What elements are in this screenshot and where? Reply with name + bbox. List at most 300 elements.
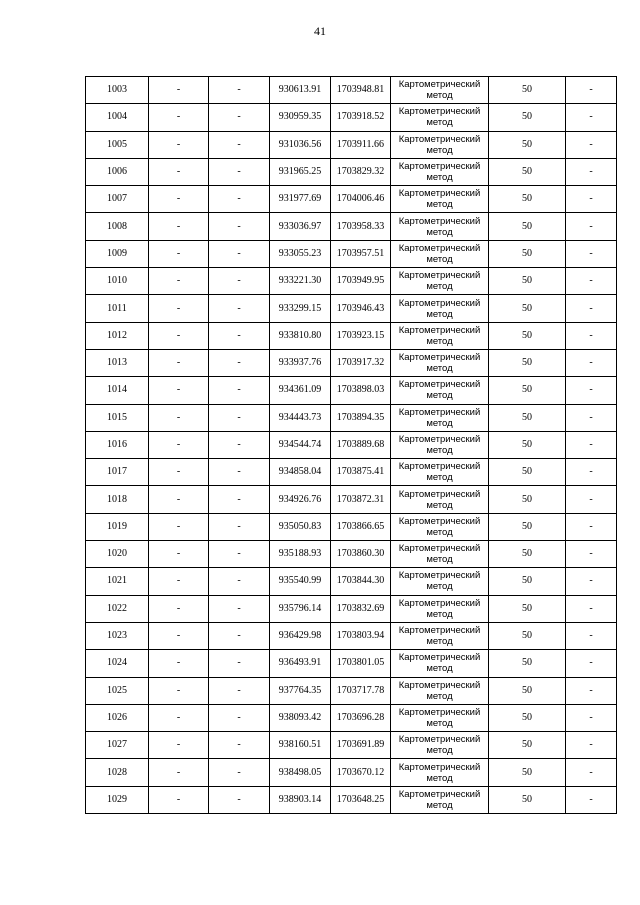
accuracy-cell: 50: [489, 568, 566, 595]
note-cell: -: [566, 404, 617, 431]
note-cell: -: [566, 704, 617, 731]
accuracy-cell: 50: [489, 104, 566, 131]
method-cell: [391, 732, 489, 759]
empty-value-cell: -: [209, 650, 270, 677]
table-row: [86, 704, 617, 731]
point-number-cell: 1018: [86, 486, 149, 513]
note-cell: -: [566, 240, 617, 267]
method-label-line2: метод: [426, 745, 453, 757]
x-coordinate-cell: 931036.56: [270, 131, 331, 158]
accuracy-cell: 50: [489, 459, 566, 486]
method-cell: [391, 677, 489, 704]
method-cell: [391, 650, 489, 677]
table-body: [86, 77, 617, 814]
empty-value-cell: -: [209, 759, 270, 786]
method-label-line1: Картометрический: [398, 734, 481, 746]
empty-value-cell: -: [209, 295, 270, 322]
method-label-line2: метод: [426, 199, 453, 211]
method-label-line1: Картометрический: [398, 515, 481, 527]
method-cell: [391, 131, 489, 158]
accuracy-cell: 50: [489, 322, 566, 349]
note-cell: -: [566, 77, 617, 104]
note-cell: -: [566, 349, 617, 376]
x-coordinate-cell: 933810.80: [270, 322, 331, 349]
empty-value-cell: -: [209, 349, 270, 376]
x-coordinate-cell: 935050.83: [270, 513, 331, 540]
accuracy-cell: 50: [489, 786, 566, 813]
x-coordinate-cell: 934926.76: [270, 486, 331, 513]
accuracy-cell: 50: [489, 268, 566, 295]
method-label-line2: метод: [426, 472, 453, 484]
method-label-line2: метод: [426, 90, 453, 102]
method-label-line2: метод: [426, 690, 453, 702]
method-label-line2: метод: [426, 799, 453, 811]
point-number-cell: 1015: [86, 404, 149, 431]
empty-value-cell: -: [149, 704, 209, 731]
method-label-line1: Картометрический: [398, 679, 481, 691]
empty-value-cell: -: [209, 322, 270, 349]
empty-value-cell: -: [209, 131, 270, 158]
method-label-line2: метод: [426, 636, 453, 648]
method-label-line2: метод: [426, 172, 453, 184]
method-label-line1: Картометрический: [398, 761, 481, 773]
page-number: 41: [314, 24, 326, 38]
empty-value-cell: -: [149, 459, 209, 486]
method-cell: [391, 622, 489, 649]
table-row: [86, 677, 617, 704]
empty-value-cell: -: [149, 186, 209, 213]
point-number-cell: 1020: [86, 541, 149, 568]
note-cell: -: [566, 650, 617, 677]
accuracy-cell: 50: [489, 77, 566, 104]
empty-value-cell: -: [149, 77, 209, 104]
accuracy-cell: 50: [489, 158, 566, 185]
empty-value-cell: -: [149, 322, 209, 349]
point-number-cell: 1019: [86, 513, 149, 540]
y-coordinate-cell: 1703894.35: [331, 404, 391, 431]
empty-value-cell: -: [149, 349, 209, 376]
accuracy-cell: 50: [489, 595, 566, 622]
x-coordinate-cell: 938160.51: [270, 732, 331, 759]
table-row: [86, 349, 617, 376]
empty-value-cell: -: [209, 377, 270, 404]
x-coordinate-cell: 936493.91: [270, 650, 331, 677]
empty-value-cell: -: [209, 568, 270, 595]
point-number-cell: 1024: [86, 650, 149, 677]
empty-value-cell: -: [149, 131, 209, 158]
method-label-line1: Картометрический: [398, 379, 481, 391]
table-row: [86, 486, 617, 513]
empty-value-cell: -: [209, 77, 270, 104]
x-coordinate-cell: 935188.93: [270, 541, 331, 568]
empty-value-cell: -: [209, 158, 270, 185]
empty-value-cell: -: [209, 677, 270, 704]
empty-value-cell: -: [209, 404, 270, 431]
empty-value-cell: -: [149, 786, 209, 813]
accuracy-cell: 50: [489, 377, 566, 404]
table-row: [86, 650, 617, 677]
point-number-cell: 1016: [86, 431, 149, 458]
note-cell: -: [566, 459, 617, 486]
method-cell: [391, 158, 489, 185]
method-label-line2: метод: [426, 663, 453, 675]
accuracy-cell: 50: [489, 513, 566, 540]
note-cell: -: [566, 677, 617, 704]
y-coordinate-cell: 1703860.30: [331, 541, 391, 568]
method-cell: [391, 786, 489, 813]
empty-value-cell: -: [209, 486, 270, 513]
y-coordinate-cell: 1703696.28: [331, 704, 391, 731]
method-label-line1: Картометрический: [398, 434, 481, 445]
y-coordinate-cell: 1703829.32: [331, 158, 391, 185]
empty-value-cell: -: [149, 541, 209, 568]
point-number-cell: 1027: [86, 732, 149, 759]
method-label-line2: метод: [426, 253, 453, 265]
x-coordinate-cell: 934443.73: [270, 404, 331, 431]
method-cell: [391, 595, 489, 622]
method-label-line2: метод: [426, 417, 453, 429]
note-cell: -: [566, 732, 617, 759]
empty-value-cell: -: [149, 486, 209, 513]
method-cell: [391, 377, 489, 404]
method-cell: [391, 268, 489, 295]
note-cell: -: [566, 431, 617, 458]
note-cell: -: [566, 268, 617, 295]
point-number-cell: 1006: [86, 158, 149, 185]
y-coordinate-cell: 1703911.66: [331, 131, 391, 158]
method-cell: [391, 513, 489, 540]
method-cell: [391, 104, 489, 131]
empty-value-cell: -: [149, 595, 209, 622]
method-label-line2: метод: [426, 608, 453, 620]
method-label-line2: метод: [426, 363, 453, 375]
method-label-line1: Картометрический: [398, 270, 481, 282]
method-label-line1: Картометрический: [398, 625, 481, 637]
method-label-line1: Картометрический: [398, 297, 481, 309]
method-cell: [391, 295, 489, 322]
point-number-cell: 1023: [86, 622, 149, 649]
method-label-line2: метод: [426, 581, 453, 593]
method-label-line1: Картометрический: [398, 461, 481, 473]
y-coordinate-cell: 1703923.15: [331, 322, 391, 349]
empty-value-cell: -: [209, 622, 270, 649]
y-coordinate-cell: 1703691.89: [331, 732, 391, 759]
empty-value-cell: -: [149, 568, 209, 595]
x-coordinate-cell: 933299.15: [270, 295, 331, 322]
method-label-line2: метод: [426, 526, 453, 538]
method-label-line1: Картометрический: [398, 79, 481, 91]
y-coordinate-cell: 1703898.03: [331, 377, 391, 404]
y-coordinate-cell: 1703872.31: [331, 486, 391, 513]
x-coordinate-cell: 933221.30: [270, 268, 331, 295]
note-cell: -: [566, 786, 617, 813]
note-cell: -: [566, 595, 617, 622]
method-label-line2: метод: [426, 335, 453, 347]
method-cell: [391, 431, 489, 458]
y-coordinate-cell: 1703957.51: [331, 240, 391, 267]
note-cell: -: [566, 513, 617, 540]
method-label-line1: Картометрический: [398, 188, 481, 200]
empty-value-cell: -: [209, 541, 270, 568]
accuracy-cell: 50: [489, 349, 566, 376]
point-number-cell: 1017: [86, 459, 149, 486]
x-coordinate-cell: 930613.91: [270, 77, 331, 104]
accuracy-cell: 50: [489, 704, 566, 731]
table-row: [86, 295, 617, 322]
method-label-line2: метод: [426, 772, 453, 784]
y-coordinate-cell: 1703832.69: [331, 595, 391, 622]
accuracy-cell: 50: [489, 541, 566, 568]
point-number-cell: 1021: [86, 568, 149, 595]
empty-value-cell: -: [149, 377, 209, 404]
empty-value-cell: -: [209, 786, 270, 813]
y-coordinate-cell: 1703866.65: [331, 513, 391, 540]
method-cell: [391, 349, 489, 376]
x-coordinate-cell: 936429.98: [270, 622, 331, 649]
table-row: [86, 322, 617, 349]
method-cell: [391, 568, 489, 595]
method-cell: [391, 541, 489, 568]
point-number-cell: 1026: [86, 704, 149, 731]
y-coordinate-cell: 1703801.05: [331, 650, 391, 677]
x-coordinate-cell: 935796.14: [270, 595, 331, 622]
accuracy-cell: 50: [489, 295, 566, 322]
empty-value-cell: -: [209, 595, 270, 622]
method-label-line1: Картометрический: [398, 242, 481, 254]
empty-value-cell: -: [149, 759, 209, 786]
x-coordinate-cell: 938093.42: [270, 704, 331, 731]
note-cell: -: [566, 158, 617, 185]
accuracy-cell: 50: [489, 186, 566, 213]
x-coordinate-cell: 930959.35: [270, 104, 331, 131]
x-coordinate-cell: 933036.97: [270, 213, 331, 240]
empty-value-cell: -: [209, 732, 270, 759]
method-cell: [391, 240, 489, 267]
empty-value-cell: -: [209, 240, 270, 267]
method-cell: [391, 459, 489, 486]
point-number-cell: 1022: [86, 595, 149, 622]
x-coordinate-cell: 934361.09: [270, 377, 331, 404]
method-label-line1: Картометрический: [398, 597, 481, 609]
y-coordinate-cell: 1703949.95: [331, 268, 391, 295]
empty-value-cell: -: [209, 704, 270, 731]
empty-value-cell: -: [149, 213, 209, 240]
table-row: [86, 622, 617, 649]
table-row: [86, 759, 617, 786]
point-number-cell: 1009: [86, 240, 149, 267]
table-row: [86, 459, 617, 486]
empty-value-cell: -: [149, 677, 209, 704]
x-coordinate-cell: 935540.99: [270, 568, 331, 595]
x-coordinate-cell: 938903.14: [270, 786, 331, 813]
y-coordinate-cell: 1703875.41: [331, 459, 391, 486]
table-row: [86, 732, 617, 759]
point-number-cell: 1007: [86, 186, 149, 213]
method-label-line1: Картометрический: [398, 406, 481, 418]
empty-value-cell: -: [149, 622, 209, 649]
note-cell: -: [566, 186, 617, 213]
note-cell: -: [566, 486, 617, 513]
method-label-line1: Картометрический: [398, 543, 481, 555]
method-cell: [391, 213, 489, 240]
empty-value-cell: -: [149, 404, 209, 431]
method-cell: [391, 404, 489, 431]
note-cell: -: [566, 322, 617, 349]
method-cell: [391, 322, 489, 349]
note-cell: -: [566, 568, 617, 595]
table-row: [86, 240, 617, 267]
y-coordinate-cell: 1703948.81: [331, 77, 391, 104]
accuracy-cell: 50: [489, 240, 566, 267]
empty-value-cell: -: [209, 268, 270, 295]
accuracy-cell: 50: [489, 213, 566, 240]
empty-value-cell: -: [209, 186, 270, 213]
method-cell: [391, 759, 489, 786]
empty-value-cell: -: [209, 459, 270, 486]
accuracy-cell: 50: [489, 732, 566, 759]
y-coordinate-cell: 1703917.32: [331, 349, 391, 376]
method-cell: [391, 77, 489, 104]
y-coordinate-cell: 1703946.43: [331, 295, 391, 322]
x-coordinate-cell: 933055.23: [270, 240, 331, 267]
table-row: [86, 158, 617, 185]
y-coordinate-cell: 1703844.30: [331, 568, 391, 595]
table-row: [86, 377, 617, 404]
point-number-cell: 1011: [86, 295, 149, 322]
x-coordinate-cell: 931965.25: [270, 158, 331, 185]
empty-value-cell: -: [149, 268, 209, 295]
table-row: [86, 595, 617, 622]
table-row: [86, 568, 617, 595]
x-coordinate-cell: 938498.05: [270, 759, 331, 786]
point-number-cell: 1029: [86, 786, 149, 813]
method-label-line2: метод: [426, 499, 453, 511]
method-label-line2: метод: [426, 226, 453, 238]
x-coordinate-cell: 931977.69: [270, 186, 331, 213]
method-label-line1: Картометрический: [398, 215, 481, 227]
method-label-line2: метод: [426, 717, 453, 729]
table-row: [86, 131, 617, 158]
method-label-line2: метод: [426, 554, 453, 566]
method-label-line2: метод: [426, 117, 453, 129]
y-coordinate-cell: 1703648.25: [331, 786, 391, 813]
empty-value-cell: -: [209, 513, 270, 540]
point-number-cell: 1028: [86, 759, 149, 786]
table-row: [86, 104, 617, 131]
method-label-line1: Картометрический: [398, 352, 481, 364]
point-number-cell: 1014: [86, 377, 149, 404]
method-label-line2: метод: [426, 308, 453, 320]
point-number-cell: 1003: [86, 77, 149, 104]
empty-value-cell: -: [209, 104, 270, 131]
empty-value-cell: -: [209, 213, 270, 240]
accuracy-cell: 50: [489, 431, 566, 458]
table-row: [86, 186, 617, 213]
point-number-cell: 1004: [86, 104, 149, 131]
x-coordinate-cell: 933937.76: [270, 349, 331, 376]
y-coordinate-cell: 1703670.12: [331, 759, 391, 786]
table-row: [86, 541, 617, 568]
point-number-cell: 1005: [86, 131, 149, 158]
method-label-line1: Картометрический: [398, 570, 481, 582]
empty-value-cell: -: [149, 240, 209, 267]
method-label-line1: Картометрический: [398, 106, 481, 118]
method-label-line2: метод: [426, 144, 453, 156]
note-cell: -: [566, 213, 617, 240]
accuracy-cell: 50: [489, 131, 566, 158]
table-row: [86, 268, 617, 295]
y-coordinate-cell: 1704006.46: [331, 186, 391, 213]
accuracy-cell: 50: [489, 677, 566, 704]
x-coordinate-cell: 934544.74: [270, 431, 331, 458]
note-cell: -: [566, 295, 617, 322]
x-coordinate-cell: 934858.04: [270, 459, 331, 486]
table-row: [86, 786, 617, 813]
method-label-line1: Картометрический: [398, 488, 481, 500]
x-coordinate-cell: 937764.35: [270, 677, 331, 704]
note-cell: -: [566, 759, 617, 786]
note-cell: -: [566, 541, 617, 568]
note-cell: -: [566, 622, 617, 649]
empty-value-cell: -: [209, 431, 270, 458]
empty-value-cell: -: [149, 431, 209, 458]
method-label-line2: метод: [426, 390, 453, 402]
method-cell: [391, 486, 489, 513]
empty-value-cell: -: [149, 158, 209, 185]
method-cell: [391, 186, 489, 213]
note-cell: -: [566, 131, 617, 158]
y-coordinate-cell: 1703803.94: [331, 622, 391, 649]
method-label-line1: Картометрический: [398, 161, 481, 173]
point-number-cell: 1008: [86, 213, 149, 240]
method-label-line2: метод: [426, 281, 453, 293]
point-number-cell: 1013: [86, 349, 149, 376]
note-cell: -: [566, 104, 617, 131]
accuracy-cell: 50: [489, 759, 566, 786]
method-cell: [391, 704, 489, 731]
y-coordinate-cell: 1703918.52: [331, 104, 391, 131]
accuracy-cell: 50: [489, 404, 566, 431]
accuracy-cell: 50: [489, 650, 566, 677]
table-row: [86, 77, 617, 104]
y-coordinate-cell: 1703889.68: [331, 431, 391, 458]
empty-value-cell: -: [149, 513, 209, 540]
method-label-line1: Картометрический: [398, 706, 481, 718]
coordinates-table: [85, 76, 617, 814]
method-label-line1: Картометрический: [398, 652, 481, 664]
empty-value-cell: -: [149, 732, 209, 759]
table-row: [86, 213, 617, 240]
accuracy-cell: 50: [489, 622, 566, 649]
point-number-cell: 1025: [86, 677, 149, 704]
note-cell: -: [566, 377, 617, 404]
table-row: [86, 404, 617, 431]
method-label-line1: Картометрический: [398, 788, 481, 800]
point-number-cell: 1010: [86, 268, 149, 295]
method-label-line1: Картометрический: [398, 133, 481, 145]
y-coordinate-cell: 1703717.78: [331, 677, 391, 704]
method-label-line2: метод: [426, 445, 453, 456]
empty-value-cell: -: [149, 650, 209, 677]
point-number-cell: 1012: [86, 322, 149, 349]
empty-value-cell: -: [149, 104, 209, 131]
table-row: [86, 513, 617, 540]
accuracy-cell: 50: [489, 486, 566, 513]
table-row: [86, 431, 617, 458]
empty-value-cell: -: [149, 295, 209, 322]
method-label-line1: Картометрический: [398, 324, 481, 336]
y-coordinate-cell: 1703958.33: [331, 213, 391, 240]
